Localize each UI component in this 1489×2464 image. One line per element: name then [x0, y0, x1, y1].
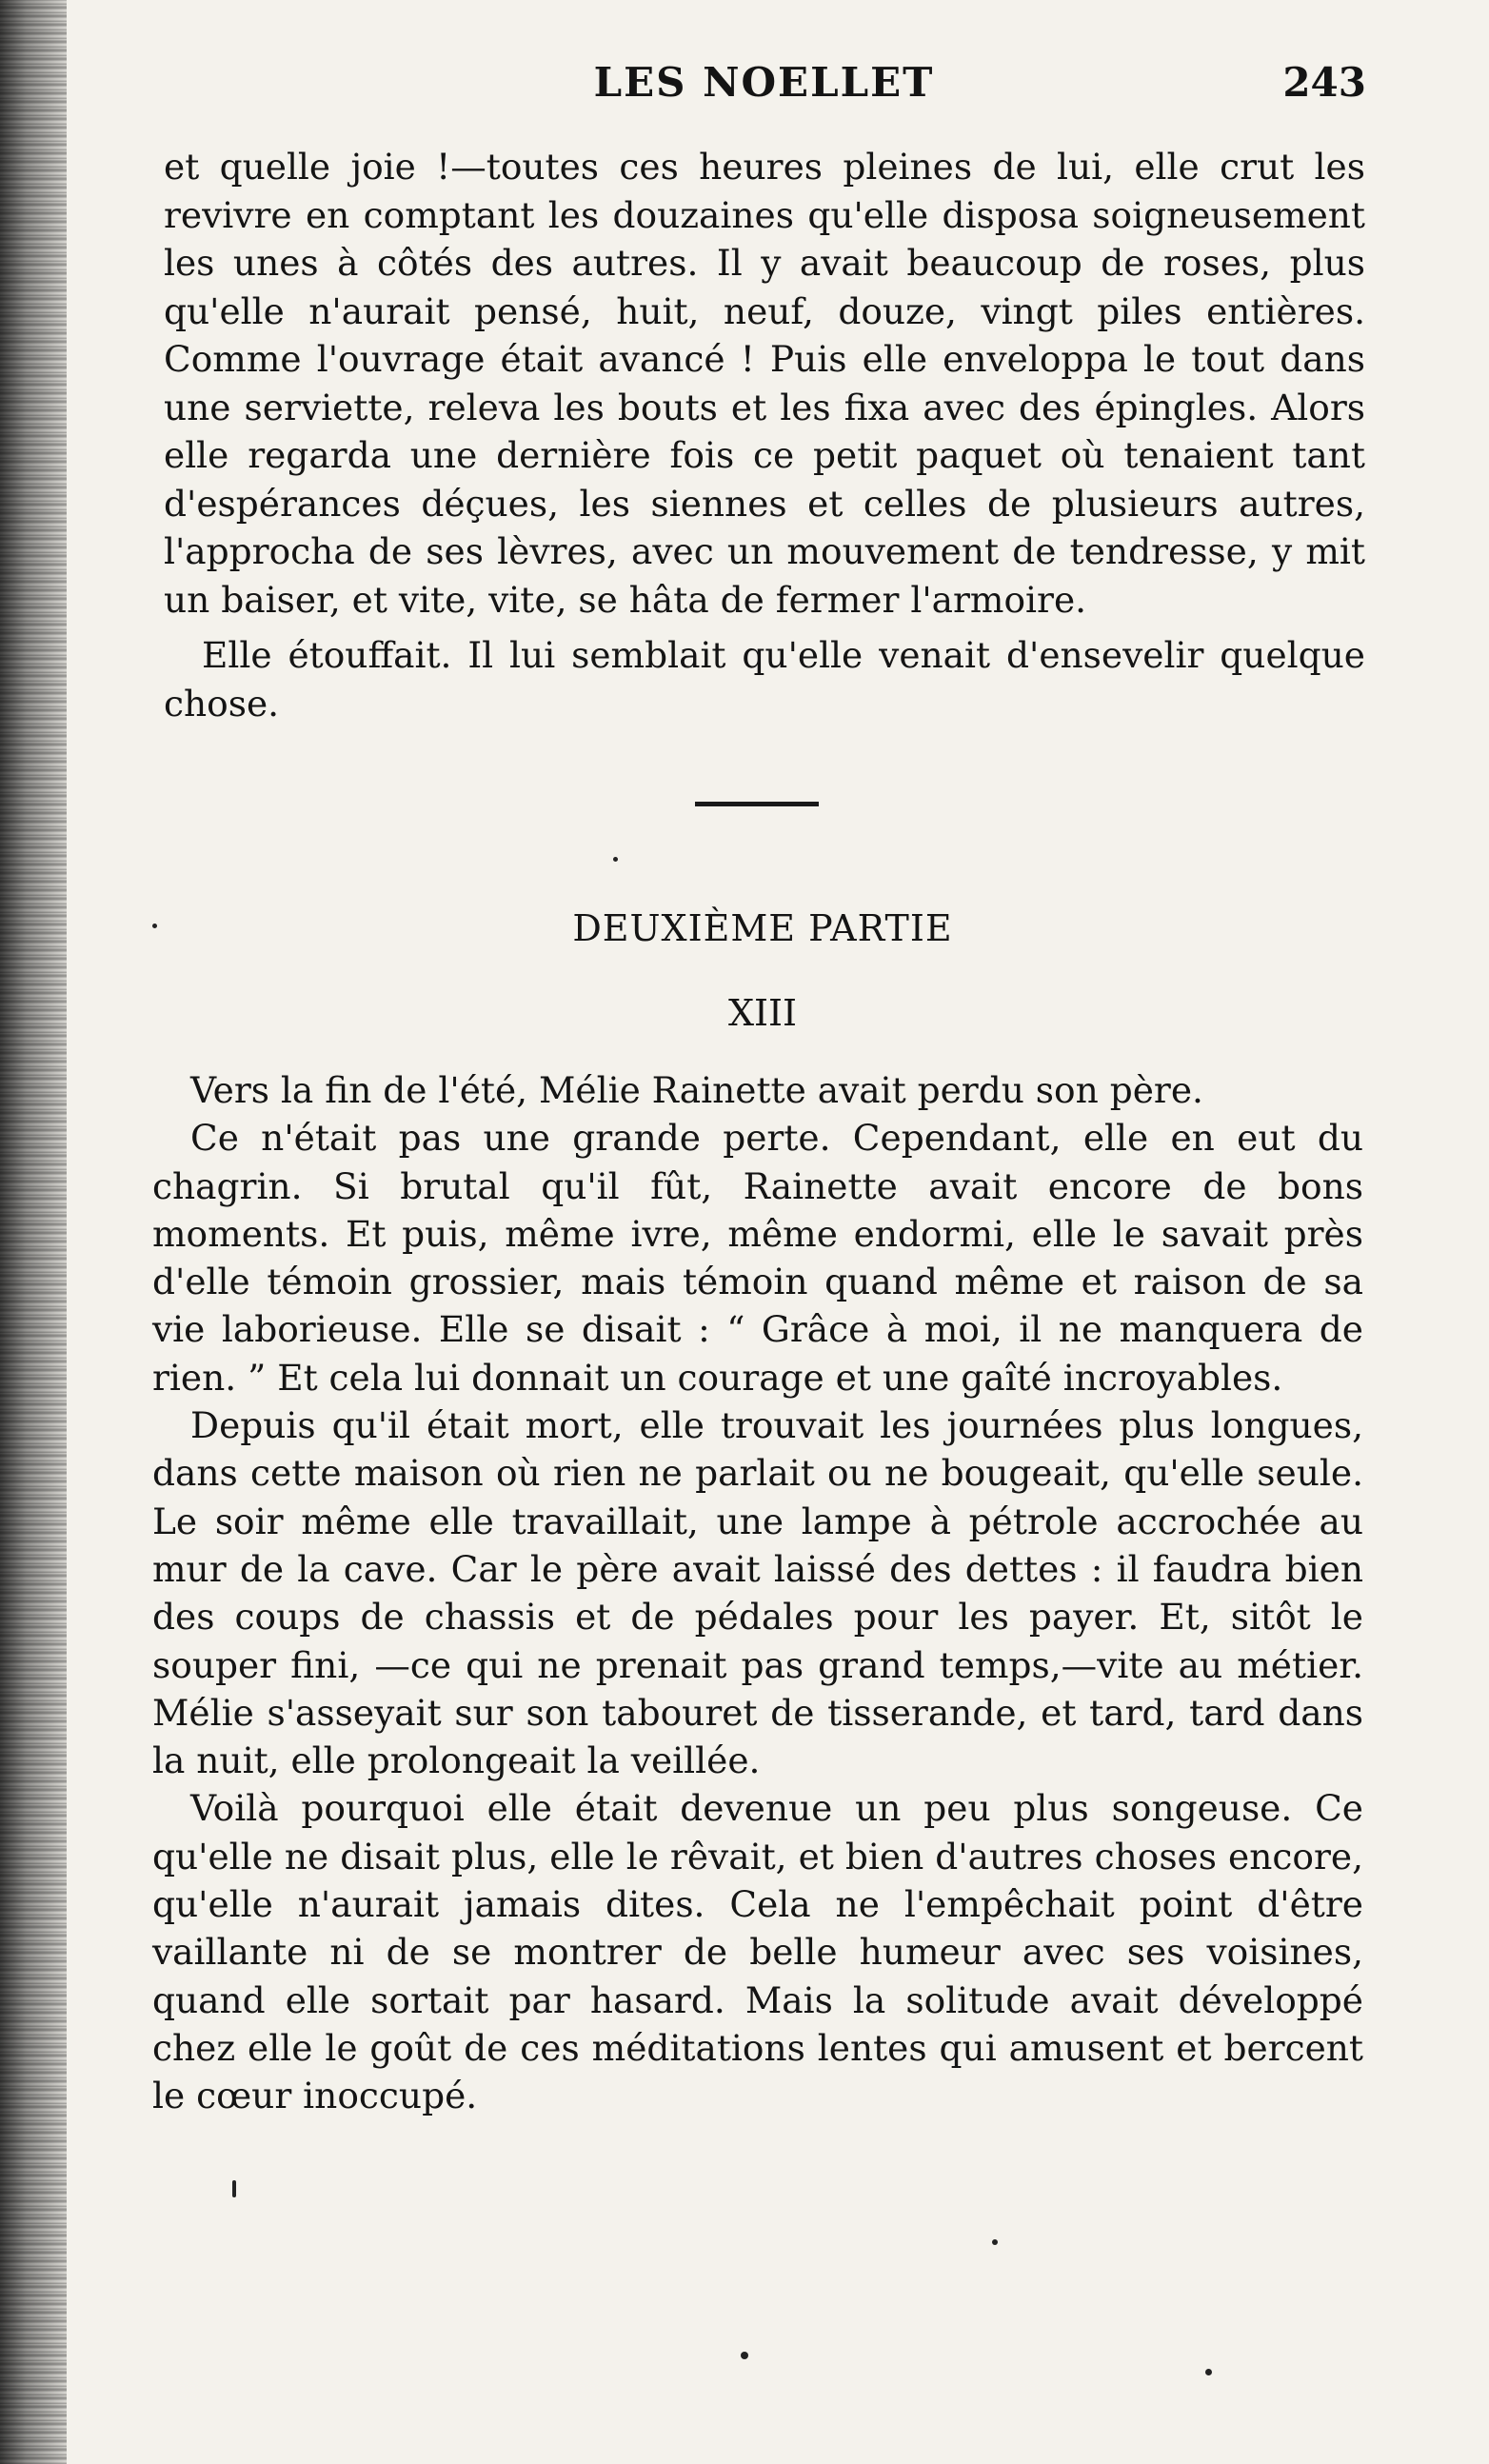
- print-speck: [992, 2239, 998, 2245]
- section-divider-rule: [695, 802, 819, 806]
- paragraph: Elle étouffait. Il lui semblait qu'elle venait d'ensevelir quelque chose.: [164, 634, 1365, 725]
- running-title: LES NOELLET: [593, 59, 935, 106]
- print-speck: [152, 924, 157, 928]
- print-speck: [613, 857, 618, 862]
- part-title: DEUXIÈME PARTIE: [572, 907, 953, 949]
- paragraph: Depuis qu'il était mort, elle trouvait les journées plus longues, dans cette maison où rien ne parlait ou ne bougeait, qu'elle seule. Le soir même elle travaillait, une lampe à pétrole accrochée au mur de la cave. Car le père avait laissé des dettes : il faudra bien des coups de chassis et de pédales pour les payer. Et, sitôt le souper fini, —ce qui ne prenait pas grand temps,—vite au métier. Mélie s'asseyait sur son tabouret de tisserande, et tard, tard dans la nuit, elle prolongeait la veillée.: [152, 1404, 1363, 1782]
- print-speck: [232, 2180, 236, 2197]
- paragraph: et quelle joie !—toutes ces heures pleines de lui, elle crut les revivre en comptant les douzaines qu'elle disposa soigneusement les unes à côtés des autres. Il y avait beaucoup de roses, plus qu'elle n'aurait pensé, huit, neuf, douze, vingt piles entières. Comme l'ouvrage était avancé ! Puis elle enveloppa le tout dans une serviette, releva les bouts et les fixa avec des épingles. Alors elle regarda une dernière fois ce petit paquet où tenaient tant d'espérances déçues, les siennes et celles de plusieurs autres, l'approcha de ses lèvres, avec un mouvement de tendresse, y mit un baiser, et vite, vite, se hâta de fermer l'armoire.: [164, 146, 1365, 621]
- page-number: 243: [1282, 59, 1366, 106]
- paragraph: Voilà pourquoi elle était devenue un peu plus songeuse. Ce qu'elle ne disait plus, elle le rêvait, et bien d'autres choses encore, qu'elle n'aurait jamais dites. Cela ne l'empêchait point d'être vaillante ni de se montrer de belle humeur avec ses voisines, quand elle sortait par hasard. Mais la solitude avait développé chez elle le goût de ces méditations lentes qui amusent et bercent le cœur inoccupé.: [152, 1787, 1363, 2117]
- print-speck: [1205, 2369, 1212, 2375]
- print-speck: [741, 2352, 748, 2359]
- chapter-title: XIII: [727, 992, 798, 1034]
- section-two-text: [152, 1066, 1363, 2120]
- paragraph: Ce n'était pas une grande perte. Cependant, elle en eut du chagrin. Si brutal qu'il fût, Rainette avait encore de bons moments. Et puis, même ivre, même endormi, elle le savait près d'elle témoin grossier, mais témoin quand même et raison de sa vie laborieuse. Elle se disait : “ Grâce à moi, il ne manquera de rien. ” Et cela lui donnait un courage et une gaîté incroyables.: [152, 1117, 1363, 1399]
- page-edge-shadow: [0, 0, 67, 2464]
- section-one-text: [164, 143, 1365, 727]
- paragraph: Vers la fin de l'été, Mélie Rainette avait perdu son père.: [190, 1069, 1203, 1111]
- page-header: [162, 59, 1366, 116]
